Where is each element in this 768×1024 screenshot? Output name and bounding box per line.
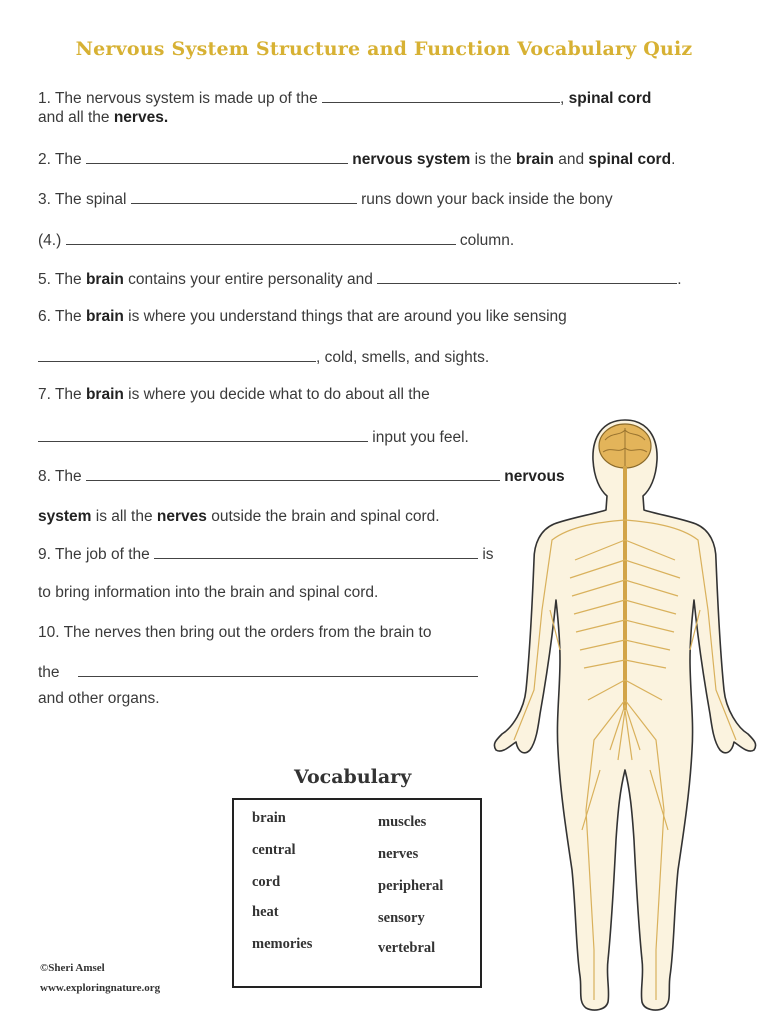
credit-author: ©Sheri Amsel — [40, 962, 105, 974]
answer-blank-8[interactable] — [86, 466, 500, 481]
question-9: 9. The job of the is — [38, 546, 494, 563]
vocab-word: memories — [252, 936, 313, 952]
question-5: 5. The brain contains your entire personality and . — [38, 271, 682, 288]
question-10-end: and other organs. — [38, 690, 160, 707]
question-10: 10. The nerves then bring out the orders from the brain to — [38, 624, 432, 641]
vocab-word: central — [252, 842, 296, 858]
vocab-word: vertebral — [378, 940, 436, 956]
vocab-word: peripheral — [378, 878, 444, 894]
question-6-cont: , cold, smells, and sights. — [38, 347, 489, 367]
question-7-cont: input you feel. — [38, 427, 469, 447]
brain-icon — [599, 424, 651, 468]
vocab-word: sensory — [378, 910, 425, 926]
answer-blank-3[interactable] — [131, 189, 357, 204]
answer-blank-5[interactable] — [377, 269, 677, 284]
answer-blank-4[interactable] — [66, 230, 456, 245]
vocabulary-box — [232, 798, 482, 988]
answer-blank-9[interactable] — [154, 544, 478, 559]
question-6: 6. The brain is where you understand things that are around you like sensing — [38, 308, 567, 325]
answer-blank-6[interactable] — [38, 347, 316, 362]
question-3: 3. The spinal runs down your back inside the bony — [38, 191, 613, 208]
answer-blank-1[interactable] — [322, 88, 560, 103]
vocab-word: heat — [252, 904, 279, 920]
question-1-cont: and all the nerves. — [38, 109, 169, 126]
vocabulary-heading: Vocabulary — [294, 766, 412, 788]
human-nervous-system-figure — [490, 410, 760, 1022]
page-title: Nervous System Structure and Function Vocabulary Quiz — [75, 38, 693, 60]
question-9-cont: to bring information into the brain and spinal cord. — [38, 584, 379, 601]
question-7: 7. The brain is where you decide what to do about all the — [38, 386, 430, 403]
vocab-word: cord — [252, 874, 281, 890]
credit-website: www.exploringnature.org — [40, 982, 161, 994]
vocab-word: brain — [252, 810, 286, 826]
question-8-cont: system is all the nerves outside the brain and spinal cord. — [38, 508, 440, 525]
question-10-cont: the — [38, 662, 478, 682]
answer-blank-2[interactable] — [86, 149, 348, 164]
question-8: 8. The nervous — [38, 468, 565, 485]
vocab-word: muscles — [378, 814, 427, 830]
question-4: (4.) column. — [38, 232, 515, 249]
vocab-word: nerves — [378, 846, 419, 862]
question-1: 1. The nervous system is made up of the , spinal cord — [38, 90, 652, 107]
answer-blank-10[interactable] — [78, 662, 478, 677]
answer-blank-7[interactable] — [38, 427, 368, 442]
question-2: 2. The nervous system is the brain and spinal cord. — [38, 151, 676, 168]
